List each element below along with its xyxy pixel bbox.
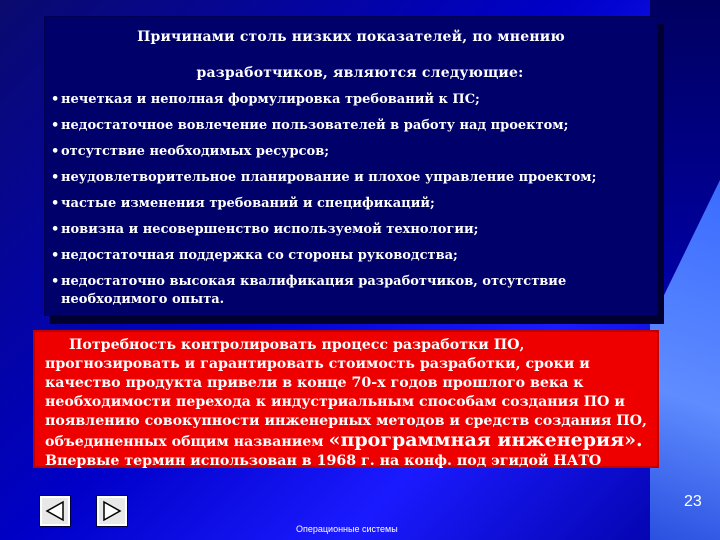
- note-term: «программная инженерия».: [328, 429, 643, 451]
- panel-heading: [45, 19, 657, 91]
- first-slide-button[interactable]: [40, 496, 70, 526]
- note-text-part-1: Потребность контролировать процесс разработки ПО, прогнозировать и гарантировать стоимость разработки, сроки и качество продукта привели в конце 70-х годов прошлого века к необходимости перехода к индустриальным способам создания ПО и появлению совокупности инженерных методов и средств создания ПО, объединенных общим названием: [45, 337, 647, 450]
- bullet-glyph: •: [51, 196, 60, 211]
- software-engineering-note: [33, 330, 659, 468]
- list-item: • нечеткая и неполная формулировка требований к ПС;: [51, 92, 480, 107]
- last-slide-button[interactable]: [97, 496, 127, 526]
- bullet-glyph: •: [51, 248, 60, 263]
- heading-line-2: разработчиков, являются следующие:: [196, 65, 524, 81]
- last-slide-icon: [99, 498, 125, 524]
- list-item: • недостаточная поддержка со стороны руководства;: [51, 248, 458, 263]
- bullet-glyph: •: [51, 118, 60, 133]
- bullet-glyph: •: [51, 144, 60, 159]
- list-item: • новизна и несовершенство используемой технологии;: [51, 222, 479, 237]
- bullet-glyph: •: [51, 92, 60, 107]
- heading-line-1: Причинами столь низких показателей, по мнению: [137, 29, 565, 45]
- list-item: • недостаточно высокая квалификация разработчиков, отсутствие необходимого опыта.: [51, 274, 567, 307]
- bullet-glyph: •: [51, 274, 60, 289]
- reasons-panel: [44, 16, 658, 316]
- note-text-part-2: Впервые термин использован в 1968 г. на конф. под эгидой НАТО: [45, 453, 602, 469]
- list-item: • недостаточное вовлечение пользователей в работу над проектом;: [51, 118, 569, 133]
- list-item: • неудовлетворительное планирование и плохое управление проектом;: [51, 170, 597, 185]
- list-item: • отсутствие необходимых ресурсов;: [51, 144, 330, 159]
- reasons-list: [45, 91, 657, 309]
- page-number: 23: [684, 493, 702, 510]
- list-item: • частые изменения требований и спецификаций;: [51, 196, 435, 211]
- footer-title: Операционные системы: [296, 524, 398, 534]
- bullet-glyph: •: [51, 222, 60, 237]
- bullet-glyph: •: [51, 170, 60, 185]
- first-slide-icon: [42, 498, 68, 524]
